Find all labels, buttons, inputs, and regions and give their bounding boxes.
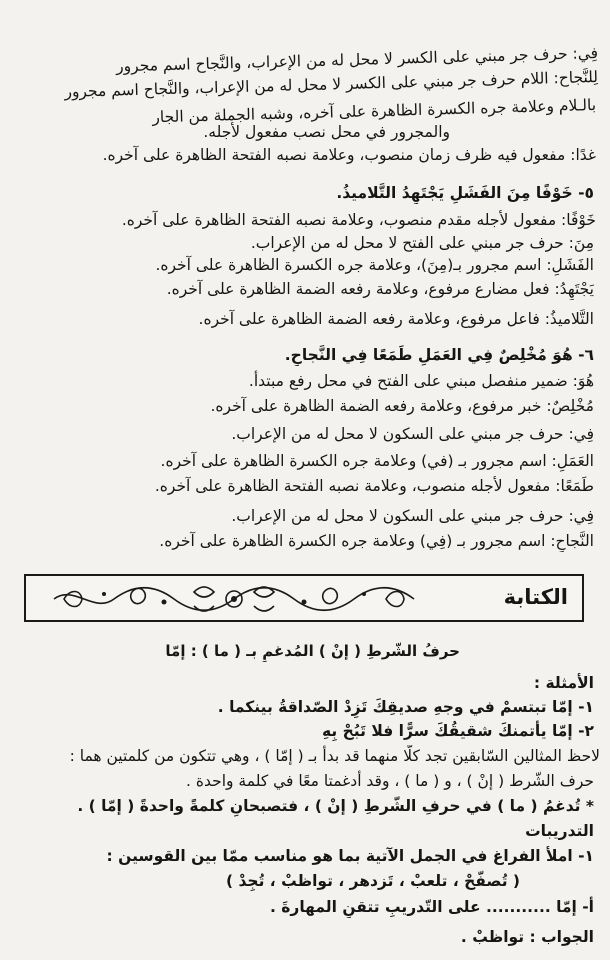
text-line: فِي: حرف جر مبني على الكسر لا محل له من الإعراب، والنَّجاح اسم مجرور [115,44,599,76]
exercise-sentence [6,896,594,918]
text-line: فِي: حرف جر مبني على السكون لا محل له من الإعراب. [231,425,594,443]
answer-value: تواظبْ . [460,928,525,946]
text-line: التَّلاميذُ: فاعل مرفوع، وعلامة رفعه الضمة الظاهرة على آخره. [198,310,594,328]
text-line: الفَشَلِ: اسم مجرور بـ(مِنَ)، وعلامة جره الكسرة الظاهرة على آخره. [155,256,594,274]
text-line: يَجْتَهِدُ: فعل مضارع مرفوع، وعلامة رفعه الضمة الظاهرة على آخره. [166,280,594,298]
text-line: هُوَ: ضمير منفصل مبني على الفتح في محل رفع مبتدأ. [248,372,594,390]
explanation-line: لاحظ المثالين السّابقين تجد كلًّا منهما قد بدأ بـ ( إمّا ) ، وهي تتكون من كلمتين هما : [69,747,600,765]
example-item: ٢- إمّا يأتمنكَ شقيقُكَ سرًّا فلا تَبُحْ بِهِ [322,722,594,740]
explanation-line: حرف الشّرط ( إنْ ) ، و ( ما ) ، وقد أدغمتا معًا في كلمة واحدة . [186,772,594,790]
examples-label: الأمثلة : [533,674,594,692]
text-line: غدًا: مفعول فيه ظرف زمان منصوب، وعلامة نصبه الفتحة الظاهرة على آخره. [102,146,596,164]
text-line: النَّجاحِ: اسم مجرور بـ (فِي) وعلامة جره الكسرة الظاهرة على آخره. [159,532,594,550]
exercises-label: التدريبات [525,822,594,840]
rule-note: * تُدغمُ ( ما ) في حرفِ الشّرطِ ( إنْ ) ، فتصبحانِ كلمةً واحدةً ( إمّا ) . [77,797,594,815]
text-line: بالـلام وعلامة جره الكسرة الظاهرة على آخره، وشبه الجملة من الجار [152,96,597,127]
decorative-ornament [44,580,424,622]
text-line: والمجرور في محل نصب مفعول لأجله. [203,123,450,141]
item-heading: ٦- هُوَ مُخْلِصٌ فِي العَمَلِ طَمَعًا فِي النَّجاحِ. [284,346,594,364]
text-line: فِي: حرف جر مبني على السكون لا محل له من الإعراب. [231,507,594,525]
text-line: العَمَلِ: اسم مجرور بـ (في) وعلامة جره الكسرة الظاهرة على آخره. [160,452,594,470]
blank-sentence-start: أ- إمّا ........... [485,898,594,916]
text-line: طَمَعًا: مفعول لأجله منصوب، وعلامة نصبه الفتحة الظاهرة على آخره. [154,477,594,495]
example-item: ١- إمّا تبتسمْ في وجهِ صديقِكَ تَزِدْ الصّداقةُ بينكما . [217,698,594,716]
section-title: الكتابة [503,585,568,609]
exercise-prompt: ١- املأ الفراغ في الجمل الآتية بما هو مناسب ممّا بين القوسين : [106,847,594,865]
exercise-choices: ( تُصفّحْ ، تلعبْ ، تَزدهر ، تواظبْ ، تُجِدْ ) [225,872,520,890]
text-line: خَوْفًا: مفعول لأجله مقدم منصوب، وعلامة نصبه الفتحة الظاهرة على آخره. [121,211,596,229]
text-line: مُخْلِصٌ: خبر مرفوع، وعلامة رفعه الضمة الظاهرة على آخره. [210,397,594,415]
blank-sentence-end: على التّدريبِ تتقنِ المهارةَ . [270,898,481,916]
section-banner [24,574,584,622]
text-line: لِلنَّجاح: اللام حرف جر مبني على الكسر لا محل له من الإعراب، والنَّجاح اسم مجرور [64,68,599,101]
answer-line [6,926,594,948]
lesson-heading: حرفُ الشّرطِ ( إنْ ) المُدغمِ بـ ( ما ) : إمّا [165,642,460,660]
item-heading: ٥- خَوْفًا مِنَ الفَشَلِ يَجْتَهِدُ التَّلاميذُ. [336,184,594,202]
text-line: مِنَ: حرف جر مبني على الفتح لا محل له من الإعراب. [250,234,594,252]
answer-label: الجواب : [529,928,594,946]
